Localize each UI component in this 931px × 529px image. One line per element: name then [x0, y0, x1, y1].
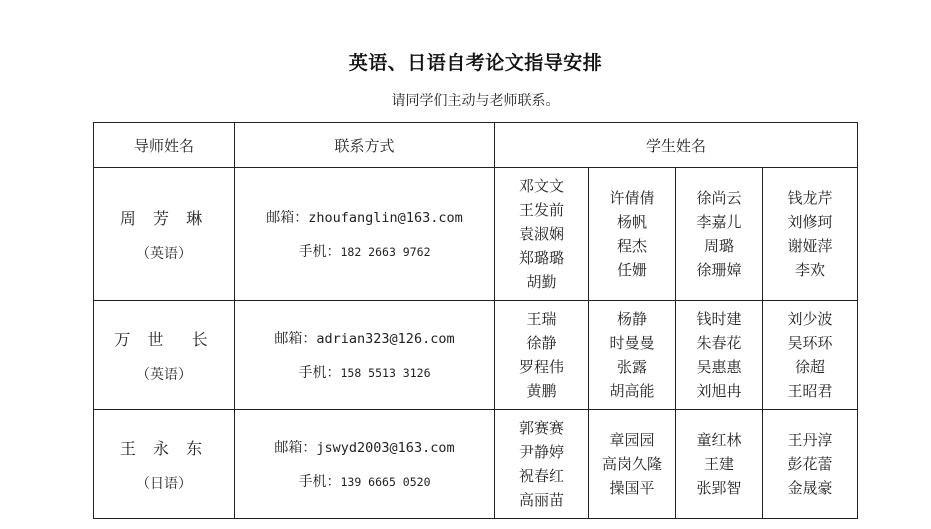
student-name: 袁淑娴	[518, 225, 564, 243]
phone-line	[235, 362, 494, 382]
student-name: 祝春红	[518, 467, 564, 485]
student-group	[676, 410, 763, 519]
phone-number: 139 6665 0520	[340, 475, 431, 489]
student-group	[589, 410, 676, 519]
student-name: 钱时建	[696, 310, 742, 328]
student-name: 刘少波	[787, 310, 833, 328]
header-teacher: 导师姓名	[94, 123, 235, 168]
teacher-language: （英语）	[136, 245, 192, 262]
student-name: 刘旭冉	[696, 382, 742, 400]
document-subtitle: 请同学们主动与老师联系。	[391, 93, 560, 109]
student-name: 杨静	[616, 310, 647, 328]
teacher-cell	[94, 168, 235, 301]
student-name: 时曼曼	[609, 334, 655, 352]
student-name: 吴环环	[787, 334, 833, 352]
phone-label: 手机：	[298, 244, 341, 260]
teacher-name: 周 芳 琳	[119, 208, 209, 228]
student-name: 周璐	[703, 237, 734, 255]
phone-line	[235, 471, 494, 491]
teacher-row	[94, 410, 858, 519]
phone-line	[235, 241, 494, 261]
contact-cell	[235, 301, 495, 410]
student-name: 徐超	[794, 358, 825, 376]
student-name: 郑璐璐	[518, 249, 564, 267]
student-name: 徐静	[526, 334, 557, 352]
student-name: 章园园	[609, 431, 655, 449]
contact-cell	[235, 168, 495, 301]
student-name: 刘修珂	[787, 213, 833, 231]
email-line	[235, 207, 494, 227]
phone-number: 158 5513 3126	[340, 366, 431, 380]
student-group	[495, 301, 589, 410]
email-label: 邮箱：	[274, 331, 317, 347]
student-name: 王昭君	[787, 382, 833, 400]
header-students: 学生姓名	[495, 123, 858, 168]
student-name: 胡勤	[526, 273, 557, 291]
student-name: 彭花蕾	[787, 455, 833, 473]
student-name: 王发前	[518, 201, 564, 219]
email-address[interactable]: jswyd2003@163.com	[316, 440, 455, 456]
student-name: 郭赛赛	[518, 419, 564, 437]
email-label: 邮箱：	[266, 210, 309, 226]
student-name: 钱龙芹	[787, 189, 833, 207]
teacher-language: （英语）	[136, 366, 192, 383]
student-name: 徐尚云	[696, 189, 742, 207]
student-name: 吴惠惠	[696, 358, 742, 376]
student-name: 程杰	[616, 237, 647, 255]
student-group	[676, 168, 763, 301]
header-contact: 联系方式	[235, 123, 495, 168]
student-name: 李嘉儿	[696, 213, 742, 231]
student-name: 王建	[703, 455, 734, 473]
student-group	[495, 410, 589, 519]
student-name: 胡高能	[609, 382, 655, 400]
phone-label: 手机：	[298, 365, 341, 381]
student-name: 尹静婷	[518, 443, 564, 461]
student-name: 童红林	[696, 431, 742, 449]
teacher-cell	[94, 410, 235, 519]
student-name: 操国平	[609, 479, 655, 497]
student-name: 黄鹏	[526, 382, 557, 400]
student-group	[589, 168, 676, 301]
student-name: 高丽苗	[518, 491, 564, 509]
header-row	[94, 123, 858, 168]
contact-cell	[235, 410, 495, 519]
student-name: 金晟豪	[787, 479, 833, 497]
email-address[interactable]: zhoufanglin@163.com	[308, 210, 463, 226]
student-name: 朱春花	[696, 334, 742, 352]
student-name: 谢娅萍	[787, 237, 833, 255]
teacher-row	[94, 301, 858, 410]
student-group	[676, 301, 763, 410]
student-name: 高岗久隆	[601, 455, 662, 473]
email-label: 邮箱：	[274, 440, 317, 456]
email-line	[235, 437, 494, 457]
student-name: 徐珊嫜	[696, 261, 742, 279]
student-name: 罗程伟	[518, 358, 564, 376]
student-name: 张露	[616, 358, 647, 376]
student-name: 杨帆	[616, 213, 647, 231]
document-title: 英语、日语自考论文指导安排	[348, 52, 603, 74]
teacher-cell	[94, 301, 235, 410]
phone-label: 手机：	[298, 474, 341, 490]
student-name: 邓文文	[518, 177, 564, 195]
teacher-row	[94, 168, 858, 301]
student-name: 王瑞	[526, 310, 557, 328]
student-group	[763, 168, 858, 301]
student-name: 张郢智	[696, 479, 742, 497]
teacher-name: 王 永 东	[119, 438, 209, 458]
student-group	[763, 410, 858, 519]
student-group	[589, 301, 676, 410]
teacher-language: （日语）	[136, 475, 192, 492]
student-name: 任姗	[616, 261, 647, 279]
student-name: 许倩倩	[609, 189, 655, 207]
email-line	[235, 328, 494, 348]
student-name: 王丹淳	[787, 431, 833, 449]
student-group	[495, 168, 589, 301]
email-address[interactable]: adrian323@126.com	[316, 331, 455, 347]
student-group	[763, 301, 858, 410]
student-name: 李欢	[794, 261, 825, 279]
phone-number: 182 2663 9762	[340, 245, 431, 259]
teacher-name: 万 世 长	[114, 329, 214, 349]
advisor-table	[93, 122, 858, 519]
